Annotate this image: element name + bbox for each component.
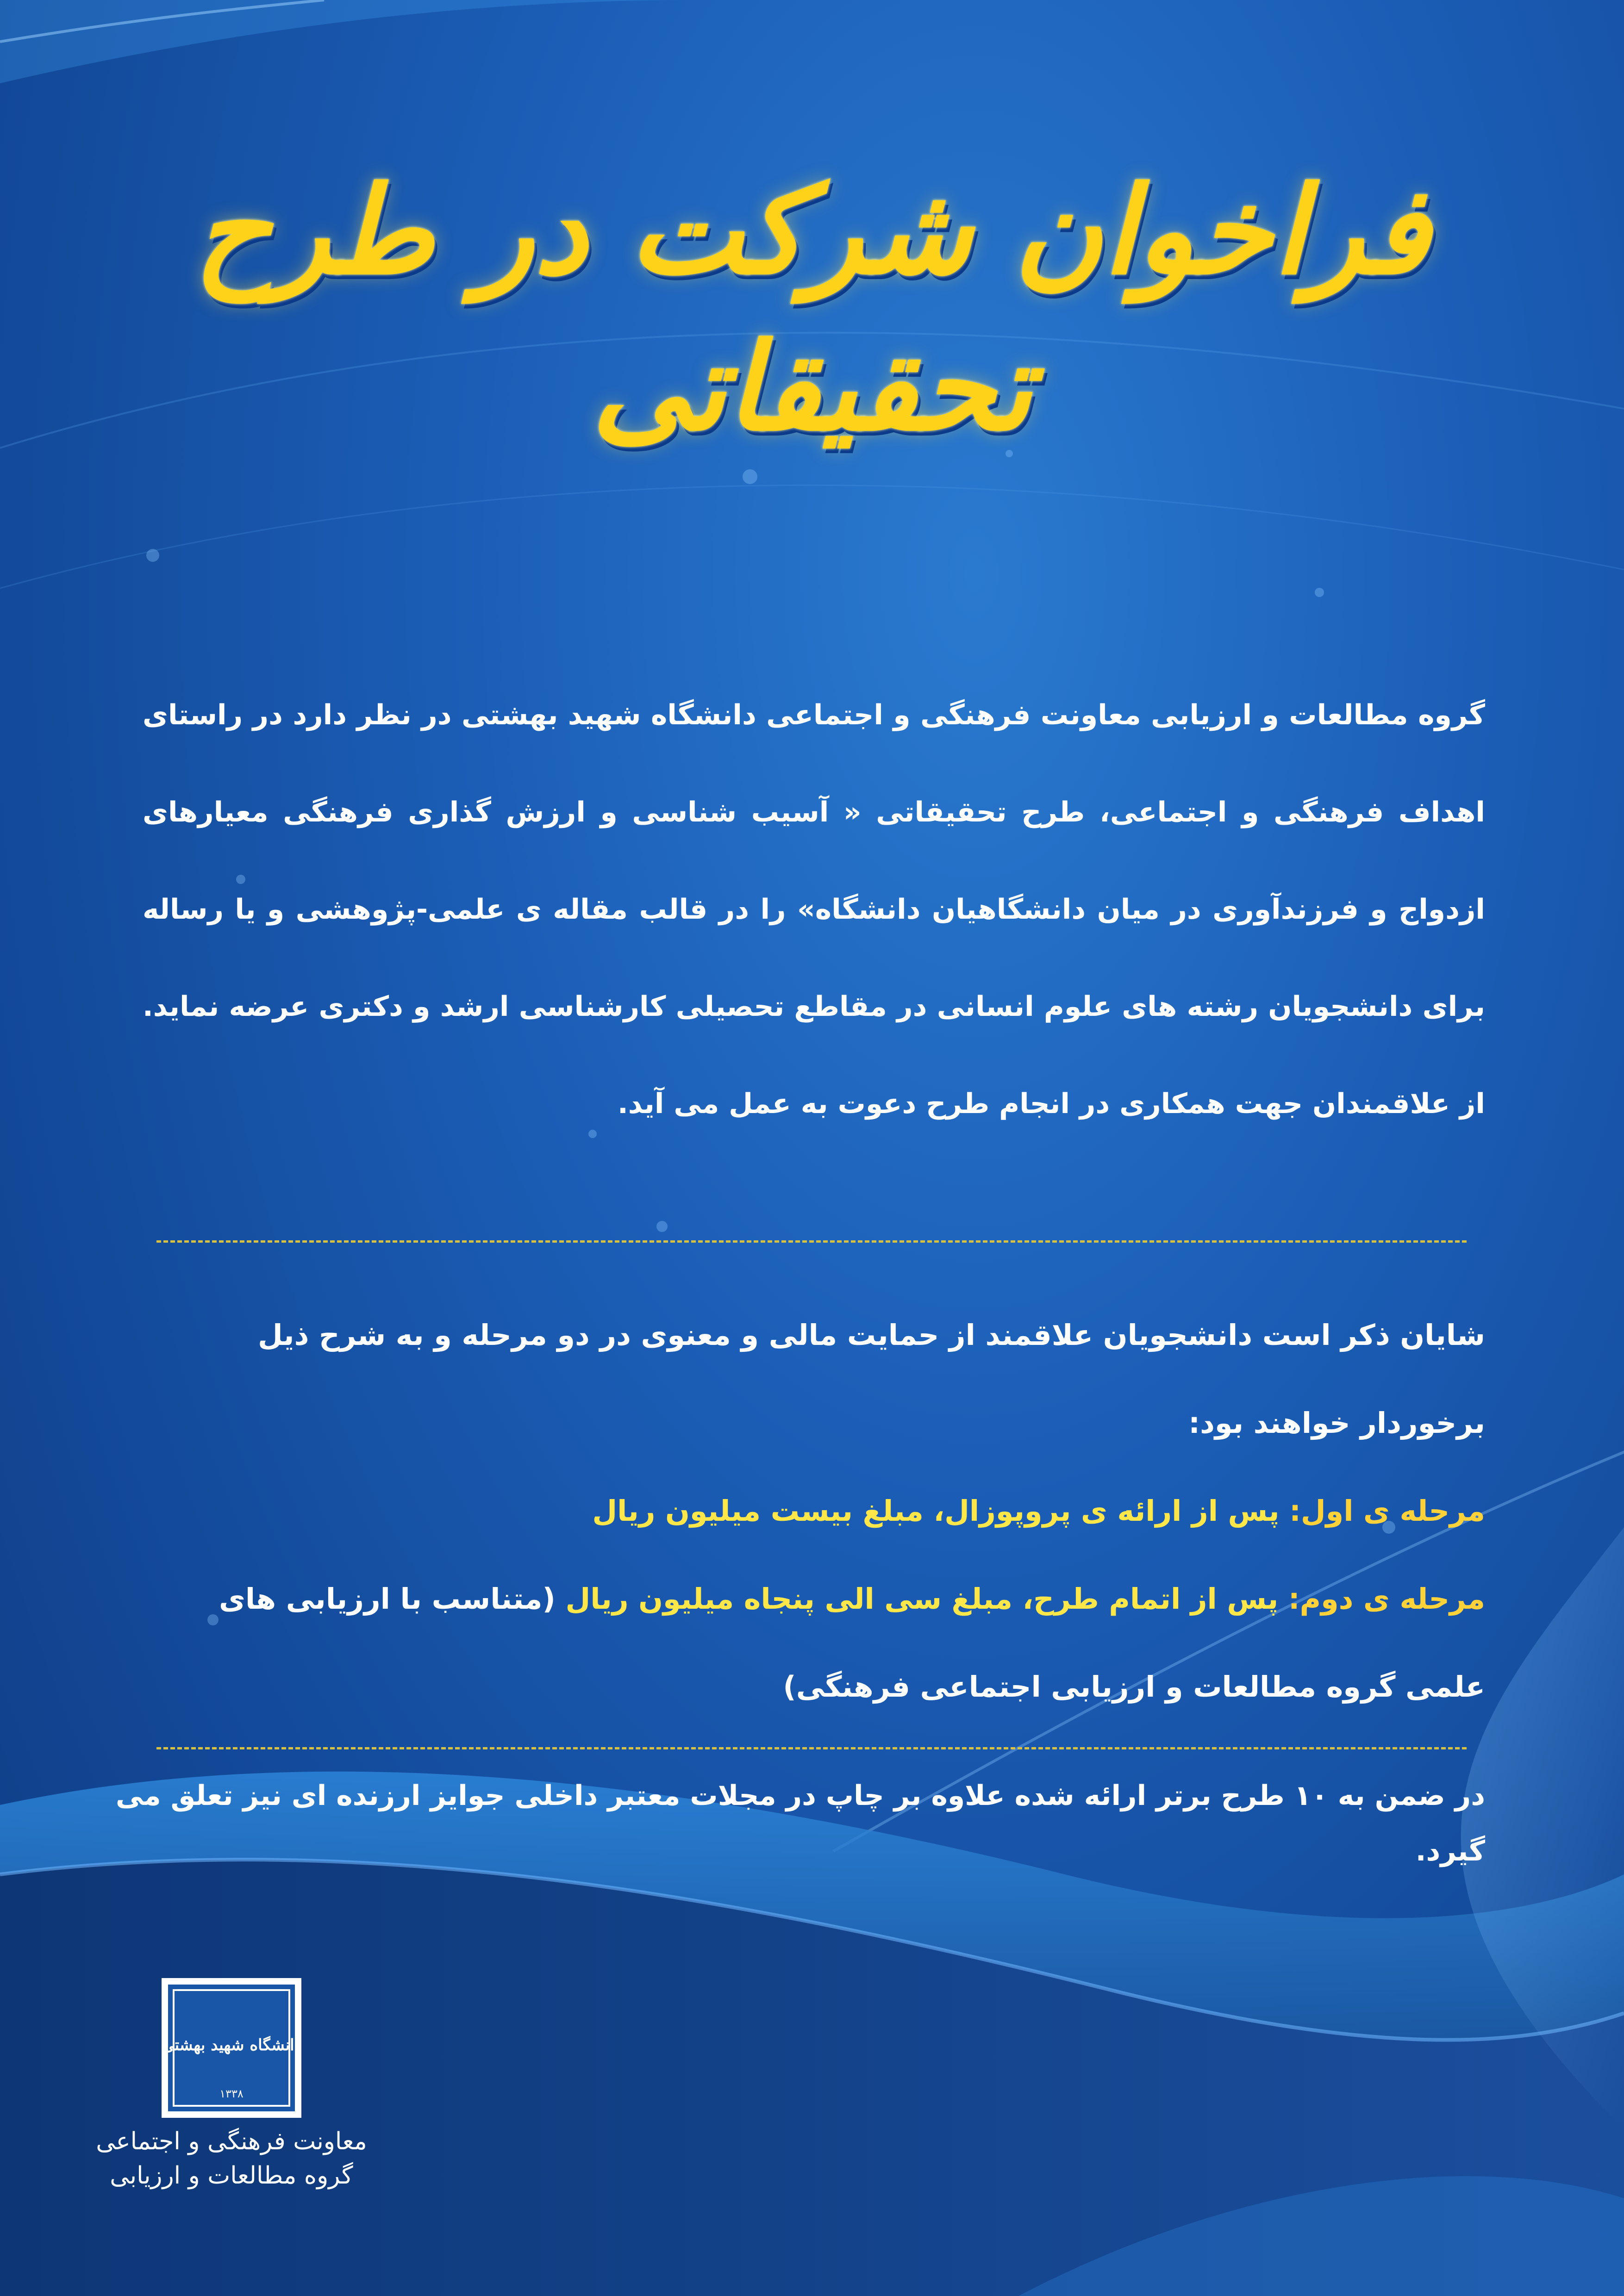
org-line-2: گروه مطالعات و ارزیابی bbox=[110, 2162, 353, 2190]
stage-two bbox=[143, 1555, 1485, 1731]
logo-year: ۱۳۳۸ bbox=[219, 2087, 244, 2100]
stage-two-note: (متناسب با ارزیابی های علمی گروه مطالعات و ارزیابی اجتماعی فرهنگی) bbox=[219, 1582, 1485, 1704]
stage-one bbox=[143, 1467, 1485, 1555]
stage-two-label: مرحله ی دوم: bbox=[1288, 1582, 1485, 1616]
support-section bbox=[143, 1291, 1485, 1731]
org-caption bbox=[93, 2124, 370, 2193]
stage-two-text: پس از اتمام طرح، مبلغ سی الی پنجاه میلیون ریال bbox=[565, 1582, 1279, 1616]
awards-note: در ضمن به ۱۰ طرح برتر ارائه شده علاوه بر چاپ در مجلات معتبر داخلی جوایز ارزنده ای نیز تعلق می گیرد. bbox=[115, 1780, 1485, 1867]
stage-one-text: پس از ارائه ی پروپوزال، مبلغ بیست میلیون ریال bbox=[592, 1494, 1280, 1528]
page-title: فراخوان شرکت در طرح تحقیقاتی bbox=[194, 160, 1430, 458]
university-logo bbox=[160, 1976, 303, 2120]
org-line-1: معاونت فرهنگی و اجتماعی bbox=[96, 2128, 367, 2155]
support-intro: شایان ذکر است دانشجویان علاقمند از حمایت مالی و معنوی در دو مرحله و به شرح ذیل برخوردار خواهند بود: bbox=[257, 1318, 1485, 1440]
stage-one-label: مرحله ی اول: bbox=[1289, 1494, 1485, 1528]
intro-paragraph: گروه مطالعات و ارزیابی معاونت فرهنگی و اجتماعی دانشگاه شهید بهشتی در نظر دارد در راستای اهداف فرهنگی و اجتماعی، طرح تحقیقاتی « آسیب شناسی و ارزش گذاری فرهنگی معیارهای ازدواج و فرزندآوری در میان دانشگاهیان دانشگاه» را در قالب مقاله ی علمی-پژوهشی و یا رساله برای دانشجویان رشته های علوم انسانی در مقاطع تحصیلی کارشناسی ارشد و دکتری عرضه نماید. از علاقمندان جهت همکاری در انجام طرح دعوت به عمل می آید. bbox=[143, 699, 1485, 1120]
separator-bottom bbox=[156, 1747, 1467, 1749]
logo-text: دانشگاه شهید بهشتی bbox=[162, 2036, 301, 2054]
separator-top bbox=[156, 1240, 1467, 1243]
